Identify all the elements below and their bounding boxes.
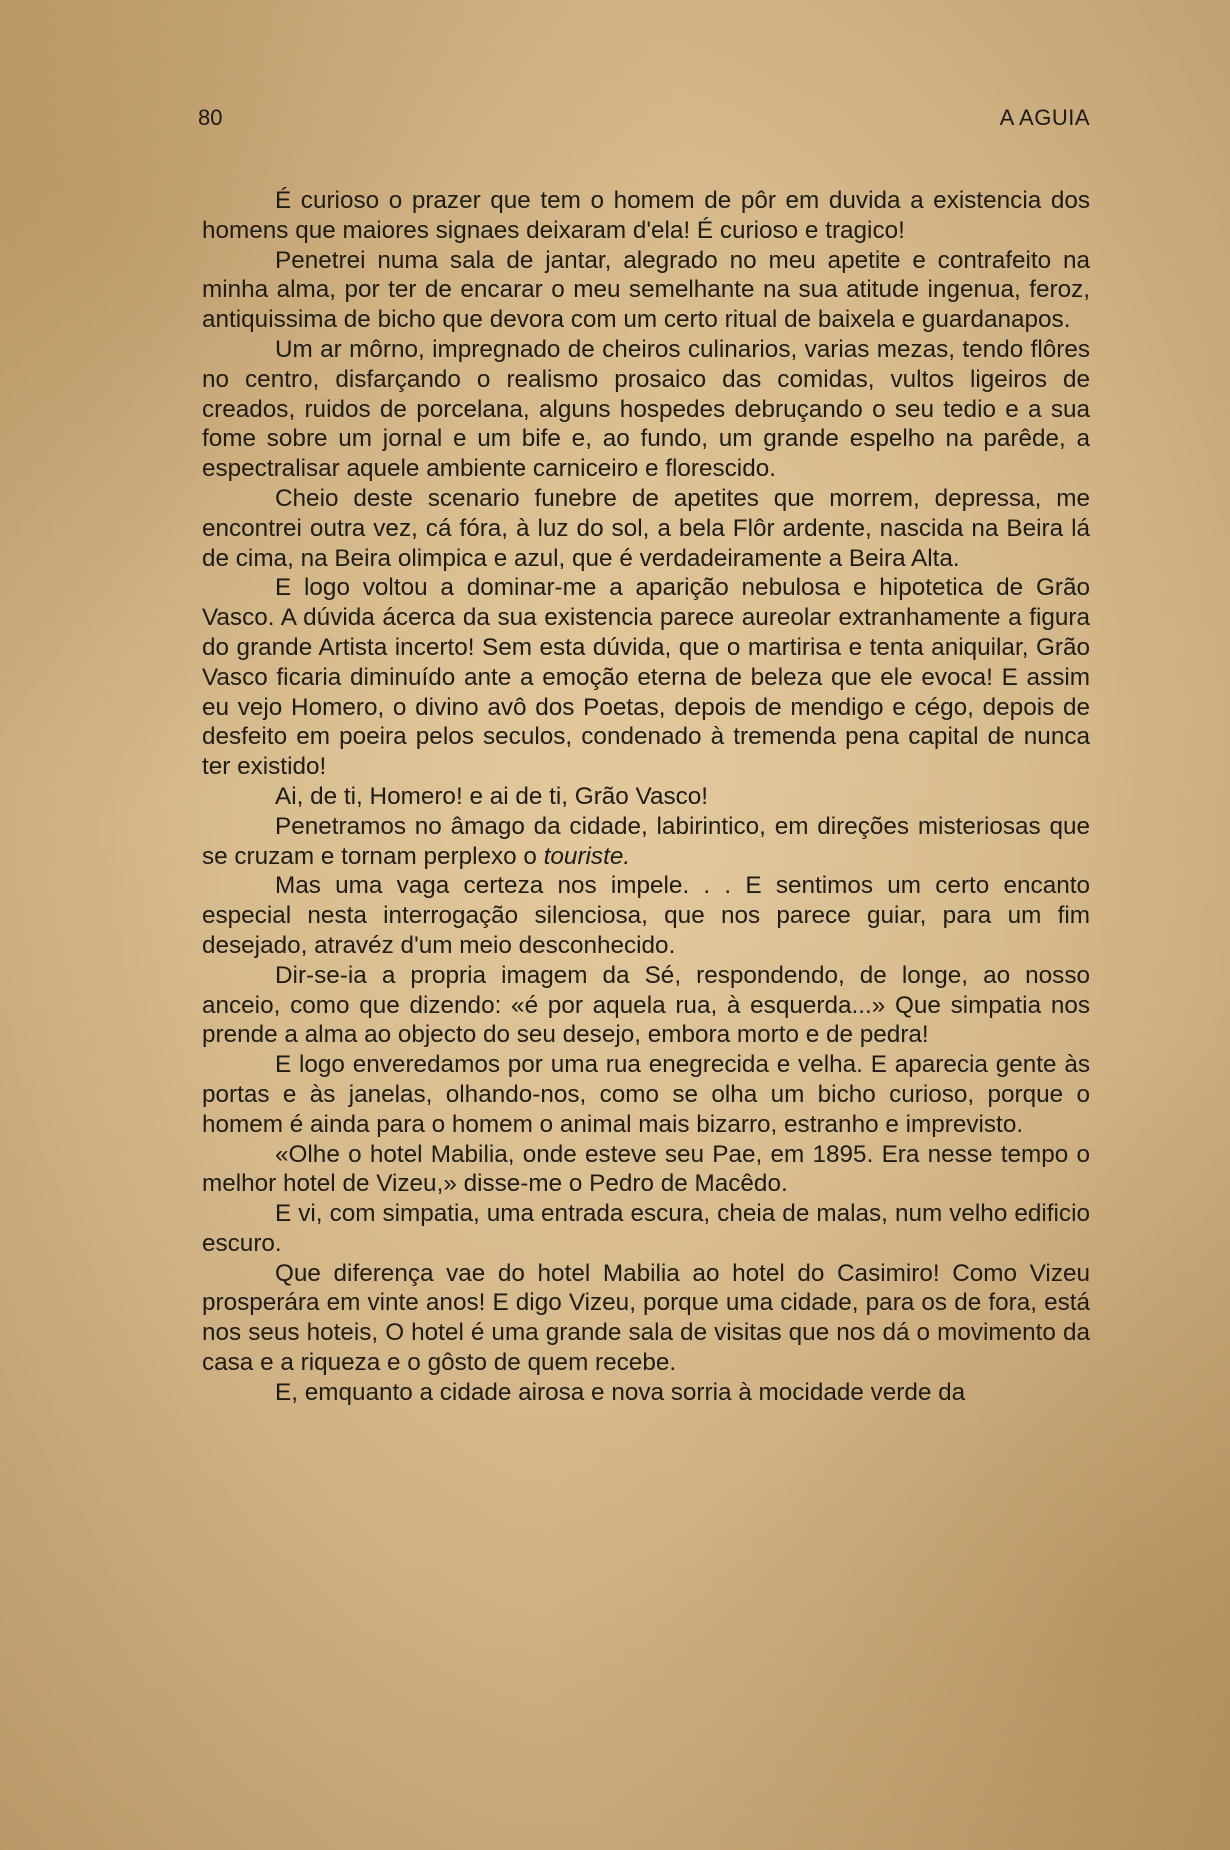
paragraph: E, emquanto a cidade airosa e nova sorria à mocidade verde da [275, 1378, 966, 1406]
paragraph-text: Penetramos no âmago da cidade, labirintico, em direções misteriosas que se cruzam e tornam perplexo o [202, 812, 1090, 870]
paragraph: Dir-se-ia a propria imagem da Sé, respondendo, de longe, ao nosso anceio, como que dizendo: «é por aquela rua, à esquerda...» Que simpatia nos prende a alma ao objecto do seu desejo, embora morto e de pedra! [202, 961, 1090, 1049]
paragraph: Um ar môrno, impregnado de cheiros culinarios, varias mezas, tendo flôres no centro, disfarçando o realismo prosaico das comidas, vultos ligeiros de creados, ruidos de porcelana, alguns hospedes debruçando o seu tedio e a sua fome sobre um jornal e um bife e, ao fundo, um grande espelho na parêde, a espectralisar aquele ambiente carniceiro e florescido. [202, 335, 1090, 483]
paragraph [202, 812, 1090, 872]
paragraph: E vi, com simpatia, uma entrada escura, cheia de malas, num velho edificio escuro. [202, 1200, 1090, 1257]
page-number: 80 [198, 105, 223, 130]
running-head: A AGUIA [999, 105, 1090, 130]
paragraph: Ai, de ti, Homero! e ai de ti, Grão Vasco! [275, 782, 709, 810]
paragraph: Cheio deste scenario funebre de apetites que morrem, depressa, me encontrei outra vez, cá fóra, à luz do sol, a bela Flôr ardente, nascida na Beira lá de cima, na Beira olimpica e azul, que é verdadeiramente a Beira Alta. [202, 484, 1090, 572]
page-header [198, 105, 1090, 135]
paragraph: Mas uma vaga certeza nos impele. . . E sentimos um certo encanto especial nesta interrogação silenciosa, que nos parece guiar, para um fim desejado, atravéz d'um meio desconhecido. [202, 872, 1090, 959]
paragraph: E logo enveredamos por uma rua enegrecida e velha. E aparecia gente às portas e às janelas, olhando-nos, como se olha um bicho curioso, porque o homem é ainda para o homem o animal mais bizarro, estranho e imprevisto. [202, 1051, 1090, 1138]
paragraph: Penetrei numa sala de jantar, alegrado no meu apetite e contrafeito na minha alma, por ter de encarar o meu semelhante na sua atitude ingenua, feroz, antiquissima de bicho que devora com um certo ritual de baixela e guardanapos. [202, 246, 1090, 334]
paragraph: E logo voltou a dominar-me a aparição nebulosa e hipotetica de Grão Vasco. A dúvida ácerca da sua existencia parece aureolar extranhamente a figura do grande Artista incerto! Sem esta dúvida, que o martirisa e tenta aniquilar, Grão Vasco ficaria diminuído ante a emoção eterna de beleza que ele evoca! E assim eu vejo Homero, o divino avô dos Poetas, depois de mendigo e cégo, depois de desfeito em poeira pelos seculos, condenado à tremenda pena capital de nunca ter existido! [202, 574, 1090, 781]
paragraph: É curioso o prazer que tem o homem de pôr em duvida a existencia dos homens que maiores signaes deixaram d'ela! É curioso e tragico! [202, 187, 1090, 244]
paragraph: «Olhe o hotel Mabilia, onde esteve seu Pae, em 1895. Era nesse tempo o melhor hotel de Vizeu,» disse-me o Pedro de Macêdo. [202, 1140, 1090, 1198]
body-text [202, 186, 1090, 1408]
italic-word: touriste. [543, 842, 631, 870]
paragraph: Que diferença vae do hotel Mabilia ao hotel do Casimiro! Como Vizeu prosperára em vinte anos! E digo Vizeu, porque uma cidade, para os de fora, está nos seus hoteis, O hotel é uma grande sala de visitas que nos dá o movimento da casa e a riqueza e o gôsto de quem recebe. [202, 1259, 1090, 1377]
